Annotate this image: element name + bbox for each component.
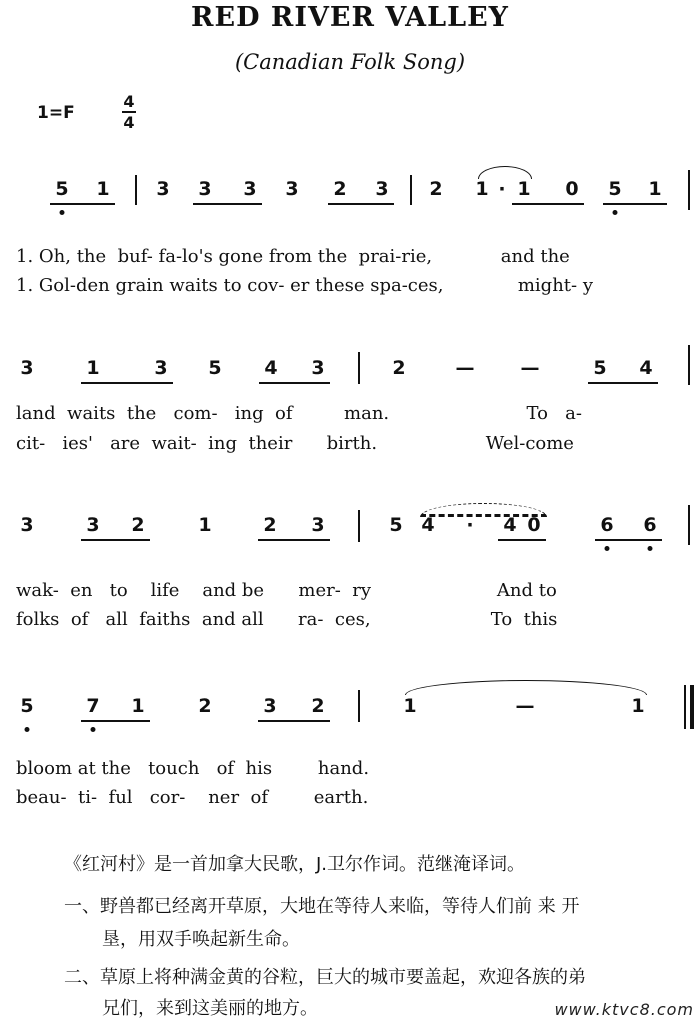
beam-underline: [512, 203, 584, 205]
note: 3: [154, 357, 168, 379]
note: 2: [131, 514, 145, 536]
note: 3: [198, 178, 212, 200]
note: 3: [20, 357, 34, 379]
verse1-translation-cont: 垦，用双手唤起新生命。: [102, 929, 300, 950]
beam-underline: [603, 203, 667, 205]
watermark: www.ktvc8.com: [554, 1000, 694, 1019]
note: 3: [156, 178, 170, 200]
note: 5: [389, 514, 403, 536]
beam-underline: [588, 382, 658, 384]
lower-octave-dot: [91, 727, 96, 732]
beam-underline: [259, 382, 330, 384]
barline: [135, 175, 137, 205]
note: ·: [498, 178, 506, 200]
lyric-line: cit- ies' are wait- ing their birth. Wel-come: [16, 433, 574, 454]
note: 3: [86, 514, 100, 536]
song-subtitle: (Canadian Folk Song): [234, 50, 466, 74]
barline: [358, 690, 360, 722]
note: 3: [285, 178, 299, 200]
lyric-line: bloom at the touch of his hand.: [16, 758, 370, 779]
note: 3: [375, 178, 389, 200]
beam-underline: [258, 720, 330, 722]
note: —: [515, 695, 535, 717]
intro-note: 《红河村》是一首加拿大民歌，J.卫尔作词。范继淹译词。: [64, 854, 526, 875]
note: 1: [96, 178, 110, 200]
note: —: [455, 357, 475, 379]
key-signature: 1=F: [37, 103, 75, 123]
note: 1: [403, 695, 417, 717]
beam-underline: [81, 720, 150, 722]
beam-underline: [595, 539, 662, 541]
note: 3: [311, 514, 325, 536]
note: 4: [639, 357, 653, 379]
note: 5: [593, 357, 607, 379]
beam-underline: [81, 539, 150, 541]
slur: [478, 166, 532, 179]
time-signature: [117, 92, 141, 132]
note: ·: [466, 514, 474, 536]
note: 6: [643, 514, 657, 536]
beam-underline: [50, 203, 115, 205]
lower-octave-dot: [60, 210, 65, 215]
lyric-line: wak- en to life and be mer- ry And to: [16, 580, 557, 601]
note: 2: [429, 178, 443, 200]
note: 0: [527, 514, 541, 536]
note: 1: [198, 514, 212, 536]
note: 1: [631, 695, 645, 717]
note: 5: [208, 357, 222, 379]
note: 4: [503, 514, 517, 536]
barline: [688, 505, 690, 545]
lyric-line: 1. Gol-den grain waits to cov- er these spa-ces, might- y: [16, 275, 594, 296]
note: 1: [86, 357, 100, 379]
lower-octave-dot: [605, 546, 610, 551]
beam-underline: [258, 539, 330, 541]
time-signature-bottom: 4: [123, 113, 135, 132]
note: 3: [243, 178, 257, 200]
note: 2: [311, 695, 325, 717]
note: 5: [608, 178, 622, 200]
verse2-translation: 二、草原上将种满金黄的谷粒，巨大的城市要盖起，欢迎各族的弟: [64, 967, 586, 988]
beam-underline: [498, 539, 546, 541]
note: 6: [600, 514, 614, 536]
lower-octave-dot: [613, 210, 618, 215]
note: 1: [131, 695, 145, 717]
note: 1: [475, 178, 489, 200]
slur: [420, 503, 547, 517]
verse1-translation: 一、野兽都已经离开草原，大地在等待人来临，等待人们前 来 开: [64, 896, 580, 917]
lyric-line: 1. Oh, the buf- fa-lo's gone from the prai-rie, and the: [16, 246, 570, 267]
note: 1: [648, 178, 662, 200]
barline: [688, 170, 690, 210]
note: 3: [20, 514, 34, 536]
beam-underline: [193, 203, 262, 205]
note: 7: [86, 695, 100, 717]
note: 5: [20, 695, 34, 717]
note: 3: [263, 695, 277, 717]
note: 2: [263, 514, 277, 536]
note: 3: [311, 357, 325, 379]
tie: [405, 680, 647, 695]
song-title: RED RIVER VALLEY: [191, 2, 509, 33]
time-signature-top: 4: [123, 92, 135, 111]
final-barline-thin: [684, 685, 686, 729]
lyric-line: beau- ti- ful cor- ner of earth.: [16, 787, 369, 808]
note: 2: [392, 357, 406, 379]
note: 2: [198, 695, 212, 717]
lyric-line: folks of all faiths and all ra- ces, To this: [16, 609, 558, 630]
note: 0: [565, 178, 579, 200]
barline: [410, 175, 412, 205]
note: —: [520, 357, 540, 379]
note: 1: [517, 178, 531, 200]
barline: [688, 345, 690, 385]
barline: [358, 352, 360, 384]
barline: [358, 510, 360, 542]
beam-underline: [81, 382, 173, 384]
note: 4: [421, 514, 435, 536]
beam-underline: [328, 203, 394, 205]
final-barline-thick: [690, 685, 694, 729]
note: 5: [55, 178, 69, 200]
note: 4: [264, 357, 278, 379]
note: 2: [333, 178, 347, 200]
verse2-translation-cont: 兄们，来到这美丽的地方。: [102, 998, 318, 1019]
lower-octave-dot: [648, 546, 653, 551]
lower-octave-dot: [25, 727, 30, 732]
lyric-line: land waits the com- ing of man. To a-: [16, 403, 582, 424]
